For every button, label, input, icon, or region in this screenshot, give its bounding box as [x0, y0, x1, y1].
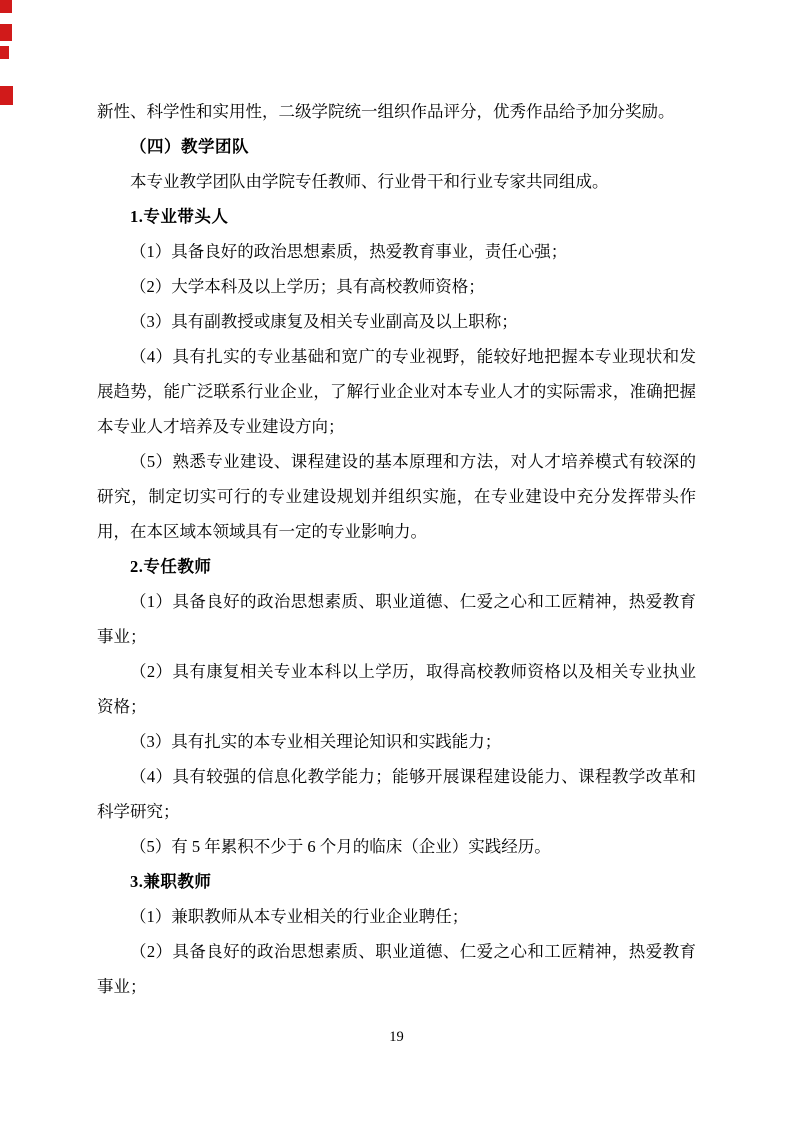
page-number: 19 — [389, 1029, 404, 1045]
paragraph: （2）具备良好的政治思想素质、职业道德、仁爱之心和工匠精神，热爱教育事业； — [97, 942, 696, 996]
paragraph: 新性、科学性和实用性，二级学院统一组织作品评分，优秀作品给予加分奖励。 — [97, 102, 675, 121]
paragraph: （4）具有较强的信息化教学能力；能够开展课程建设能力、课程教学改革和科学研究； — [97, 767, 696, 821]
paragraph: （1）具备良好的政治思想素质，热爱教育事业，责任心强； — [130, 242, 568, 261]
paragraph: （5）熟悉专业建设、课程建设的基本原理和方法，对人才培养模式有较深的研究，制定切实可行的专业建设规划并组织实施，在专业建设中充分发挥带头作用，在本区域本领域具有一定的专业影响力。 — [97, 452, 696, 541]
subsection-heading: 3.兼职教师 — [130, 872, 212, 891]
paragraph: （3）具有副教授或康复及相关专业副高及以上职称； — [130, 312, 518, 331]
paragraph: 本专业教学团队由学院专任教师、行业骨干和行业专家共同组成。 — [130, 172, 609, 191]
document-body — [97, 94, 696, 1004]
subsection-heading: 1.专业带头人 — [130, 207, 229, 226]
paragraph: （2）大学本科及以上学历；具有高校教师资格； — [130, 277, 485, 296]
paragraph: （5）有 5 年累积不少于 6 个月的临床（企业）实践经历。 — [130, 837, 551, 856]
paragraph: （4）具有扎实的专业基础和宽广的专业视野，能较好地把握本专业现状和发展趋势，能广泛联系行业企业，了解行业企业对本专业人才的实际需求，准确把握本专业人才培养及专业建设方向； — [97, 347, 696, 436]
paragraph: （2）具有康复相关专业本科以上学历，取得高校教师资格以及相关专业执业资格； — [97, 662, 696, 716]
paragraph: （1）具备良好的政治思想素质、职业道德、仁爱之心和工匠精神，热爱教育事业； — [97, 592, 696, 646]
red-edge-mark — [0, 0, 12, 13]
edge-annotation-marks — [0, 0, 16, 120]
paragraph: （1）兼职教师从本专业相关的行业企业聘任； — [130, 907, 469, 926]
section-heading: （四）教学团队 — [130, 137, 249, 156]
subsection-heading: 2.专任教师 — [130, 557, 212, 576]
red-edge-mark — [0, 24, 12, 41]
red-edge-mark — [0, 86, 13, 105]
paragraph: （3）具有扎实的本专业相关理论知识和实践能力； — [130, 732, 502, 751]
red-edge-mark — [0, 46, 9, 59]
